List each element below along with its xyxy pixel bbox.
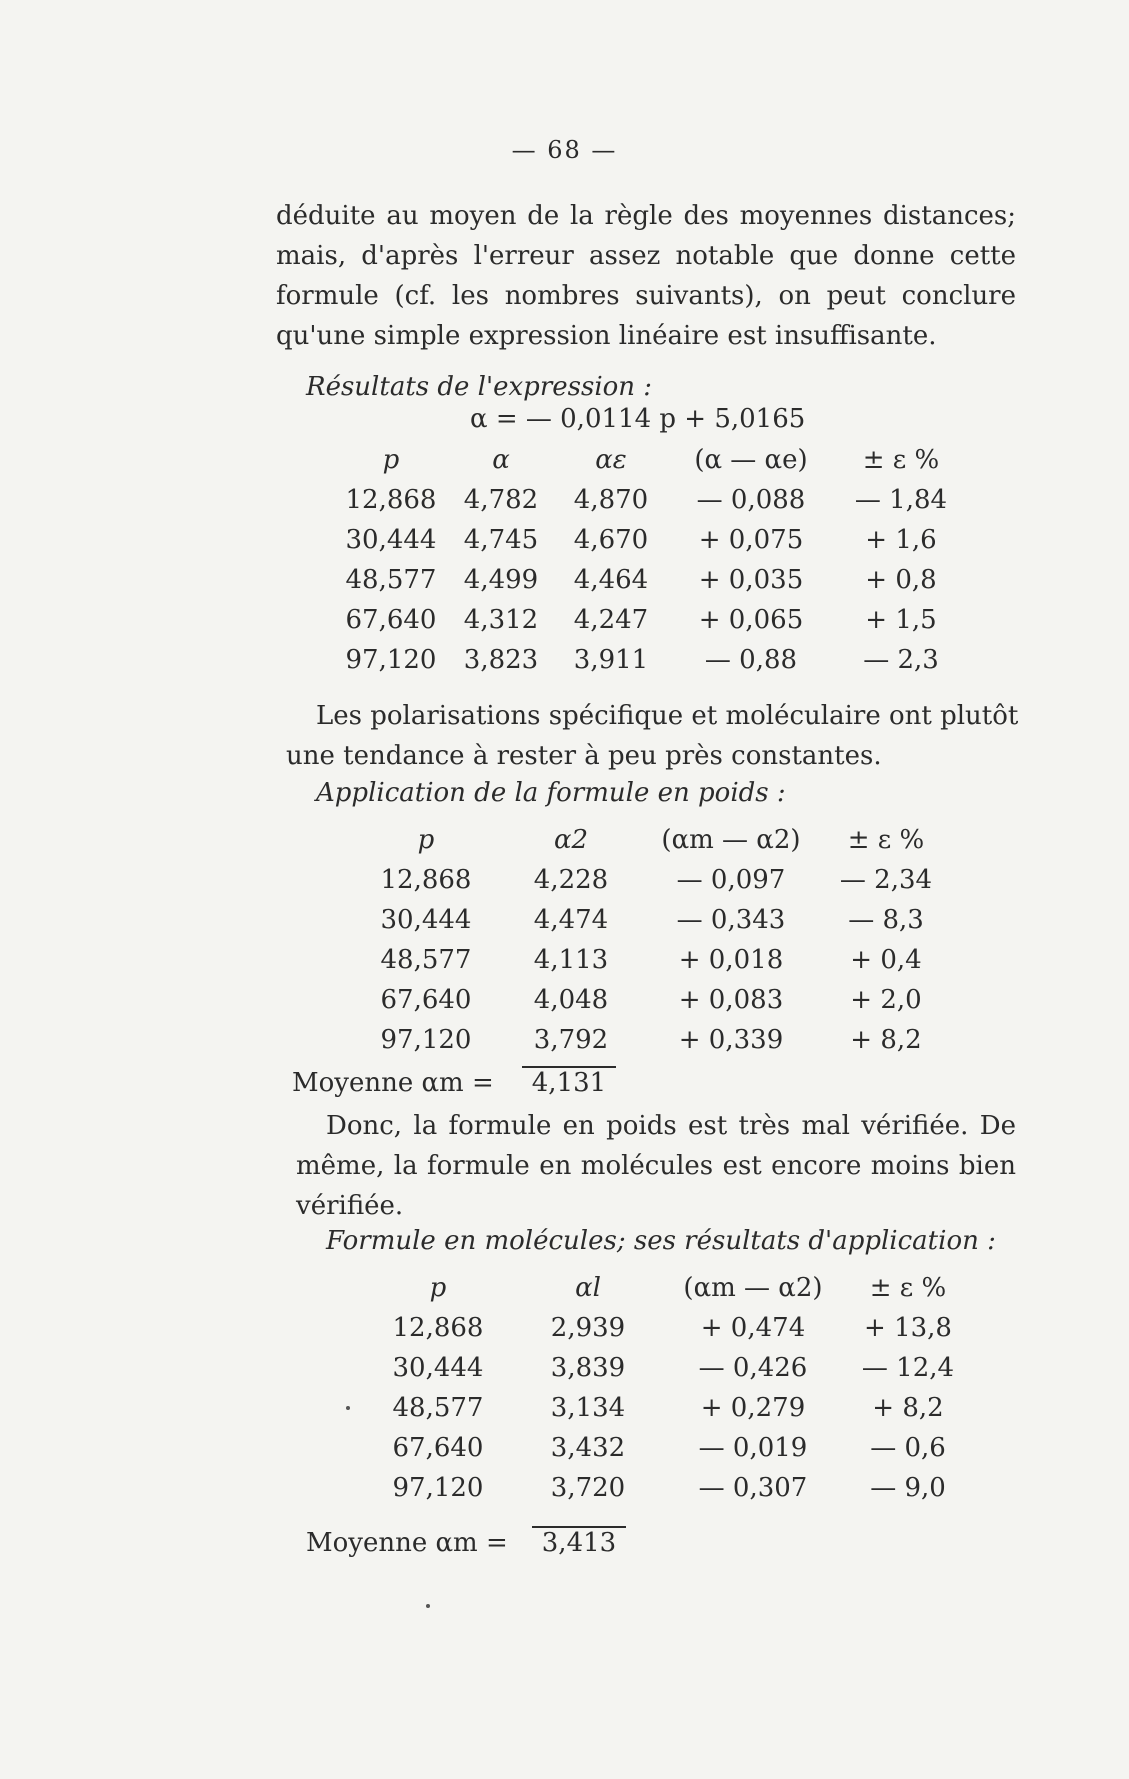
table-cell: 48,577 bbox=[380, 945, 472, 975]
table-row bbox=[356, 900, 956, 940]
text-line: qu'une simple expression linéaire est insuffisante. bbox=[276, 321, 937, 351]
table-cell: 30,444 bbox=[345, 525, 437, 555]
table-cell: 3,792 bbox=[533, 1025, 609, 1055]
table-row bbox=[336, 560, 966, 600]
molecule-formula-table bbox=[368, 1268, 978, 1508]
table-cell: — 2,34 bbox=[839, 865, 933, 895]
table-header-row bbox=[356, 820, 956, 860]
table-cell: + 0,065 bbox=[698, 605, 804, 635]
ink-speck bbox=[346, 1406, 350, 1410]
table-cell: — 0,019 bbox=[698, 1433, 808, 1463]
column-header: ± ε % bbox=[869, 1273, 947, 1303]
table-cell: 3,720 bbox=[550, 1473, 626, 1503]
column-header: ± ε % bbox=[847, 825, 925, 855]
table-row bbox=[368, 1348, 978, 1388]
table-cell: — 0,88 bbox=[704, 645, 798, 675]
table-cell: — 0,097 bbox=[676, 865, 786, 895]
column-header: p bbox=[417, 825, 435, 855]
table-cell: — 0,6 bbox=[870, 1433, 946, 1463]
column-header: (αm — α2) bbox=[683, 1273, 823, 1303]
table-cell: 12,868 bbox=[380, 865, 472, 895]
table-cell: 3,839 bbox=[550, 1353, 626, 1383]
table-cell: 67,640 bbox=[380, 985, 472, 1015]
table-header-row bbox=[336, 440, 966, 480]
table-row bbox=[368, 1388, 978, 1428]
table-cell: 97,120 bbox=[392, 1473, 484, 1503]
table-cell: 2,939 bbox=[550, 1313, 626, 1343]
column-header: αl bbox=[575, 1273, 601, 1303]
table-cell: — 0,307 bbox=[698, 1473, 808, 1503]
weight-formula-table bbox=[356, 820, 956, 1060]
table-cell: + 0,018 bbox=[678, 945, 784, 975]
table-cell: 4,782 bbox=[463, 485, 539, 515]
section-heading-molecule-formula: Formule en molécules; ses résultats d'application : bbox=[326, 1226, 996, 1256]
linear-formula: α = — 0,0114 p + 5,0165 bbox=[470, 404, 806, 434]
table-cell: 4,745 bbox=[463, 525, 539, 555]
table-cell: — 0,088 bbox=[696, 485, 806, 515]
mean-label: Moyenne αm = bbox=[306, 1528, 508, 1558]
text-line: formule (cf. les nombres suivants), on peut conclure bbox=[276, 281, 1016, 311]
table-cell: 12,868 bbox=[345, 485, 437, 515]
table-cell: + 0,8 bbox=[865, 565, 937, 595]
table-header-row bbox=[368, 1268, 978, 1308]
table-cell: — 12,4 bbox=[861, 1353, 955, 1383]
table-row bbox=[368, 1468, 978, 1508]
table-cell: 48,577 bbox=[392, 1393, 484, 1423]
table-row bbox=[336, 600, 966, 640]
section-heading-results: Résultats de l'expression : bbox=[306, 372, 653, 402]
table-cell: + 2,0 bbox=[850, 985, 922, 1015]
text-line: Donc, la formule en poids est très mal vérifiée. De bbox=[326, 1111, 1016, 1141]
table-cell: 4,228 bbox=[533, 865, 609, 895]
table-row bbox=[356, 1020, 956, 1060]
text-line: même, la formule en molécules est encore moins bien bbox=[296, 1151, 1016, 1181]
column-header: p bbox=[429, 1273, 447, 1303]
table-cell: 67,640 bbox=[392, 1433, 484, 1463]
table-cell: + 0,075 bbox=[698, 525, 804, 555]
table-cell: 3,823 bbox=[463, 645, 539, 675]
page-number: — 68 — bbox=[511, 136, 618, 164]
table-cell: — 0,426 bbox=[698, 1353, 808, 1383]
table-cell: 4,870 bbox=[573, 485, 649, 515]
conclusion-paragraph bbox=[296, 1106, 1016, 1226]
table-row bbox=[356, 860, 956, 900]
table-row bbox=[336, 520, 966, 560]
ink-speck bbox=[426, 1604, 430, 1608]
table-cell: 4,113 bbox=[533, 945, 609, 975]
table-cell: 4,464 bbox=[573, 565, 649, 595]
column-header: ± ε % bbox=[862, 445, 940, 475]
molecule-formula-mean bbox=[306, 1526, 626, 1558]
section-heading-weight-formula: Application de la formule en poids : bbox=[316, 778, 786, 808]
table-cell: + 13,8 bbox=[864, 1313, 952, 1343]
intro-paragraph bbox=[276, 196, 1016, 356]
text-line: mais, d'après l'erreur assez notable que donne cette bbox=[276, 241, 1016, 271]
weight-formula-mean bbox=[292, 1066, 616, 1098]
mean-value: 3,413 bbox=[532, 1526, 626, 1558]
table-cell: — 9,0 bbox=[870, 1473, 946, 1503]
table-cell: 97,120 bbox=[380, 1025, 472, 1055]
table-cell: 3,134 bbox=[550, 1393, 626, 1423]
column-header: α2 bbox=[553, 825, 589, 855]
table-cell: 30,444 bbox=[392, 1353, 484, 1383]
table-cell: 30,444 bbox=[380, 905, 472, 935]
table-cell: 4,670 bbox=[573, 525, 649, 555]
table-cell: + 0,474 bbox=[700, 1313, 806, 1343]
table-cell: + 8,2 bbox=[872, 1393, 944, 1423]
table-cell: 97,120 bbox=[345, 645, 437, 675]
table-row bbox=[336, 480, 966, 520]
column-header: p bbox=[382, 445, 400, 475]
column-header: (α — αe) bbox=[694, 445, 808, 475]
table-cell: 48,577 bbox=[345, 565, 437, 595]
text-line: Les polarisations spécifique et moléculaire ont plutôt bbox=[316, 701, 1019, 731]
table-row bbox=[356, 980, 956, 1020]
table-cell: — 0,343 bbox=[676, 905, 786, 935]
table-cell: 12,868 bbox=[392, 1313, 484, 1343]
table-row bbox=[356, 940, 956, 980]
table-cell: + 1,5 bbox=[865, 605, 937, 635]
mean-label: Moyenne αm = bbox=[292, 1068, 494, 1098]
table-cell: 4,499 bbox=[463, 565, 539, 595]
table-cell: 4,474 bbox=[533, 905, 609, 935]
column-header: α bbox=[492, 445, 510, 475]
table-cell: 67,640 bbox=[345, 605, 437, 635]
column-header: (αm — α2) bbox=[661, 825, 801, 855]
mean-value: 4,131 bbox=[522, 1066, 616, 1098]
table-row bbox=[368, 1428, 978, 1468]
table-cell: 3,911 bbox=[573, 645, 649, 675]
table-cell: + 0,035 bbox=[698, 565, 804, 595]
table-cell: 3,432 bbox=[550, 1433, 626, 1463]
table-cell: 4,247 bbox=[573, 605, 649, 635]
text-line: vérifiée. bbox=[296, 1191, 404, 1221]
text-line: déduite au moyen de la règle des moyennes distances; bbox=[276, 201, 1016, 231]
results-table bbox=[336, 440, 966, 680]
table-cell: + 0,4 bbox=[850, 945, 922, 975]
table-cell: + 0,279 bbox=[700, 1393, 806, 1423]
table-row bbox=[368, 1308, 978, 1348]
table-cell: 4,312 bbox=[463, 605, 539, 635]
table-cell: — 8,3 bbox=[848, 905, 924, 935]
table-cell: + 0,339 bbox=[678, 1025, 784, 1055]
table-cell: 4,048 bbox=[533, 985, 609, 1015]
polarisation-paragraph bbox=[286, 696, 1019, 776]
table-cell: + 0,083 bbox=[678, 985, 784, 1015]
table-cell: — 1,84 bbox=[854, 485, 948, 515]
table-cell: + 8,2 bbox=[850, 1025, 922, 1055]
table-row bbox=[336, 640, 966, 680]
table-cell: — 2,3 bbox=[863, 645, 939, 675]
table-cell: + 1,6 bbox=[865, 525, 937, 555]
text-line: une tendance à rester à peu près constantes. bbox=[286, 741, 882, 771]
column-header: αε bbox=[595, 445, 627, 475]
